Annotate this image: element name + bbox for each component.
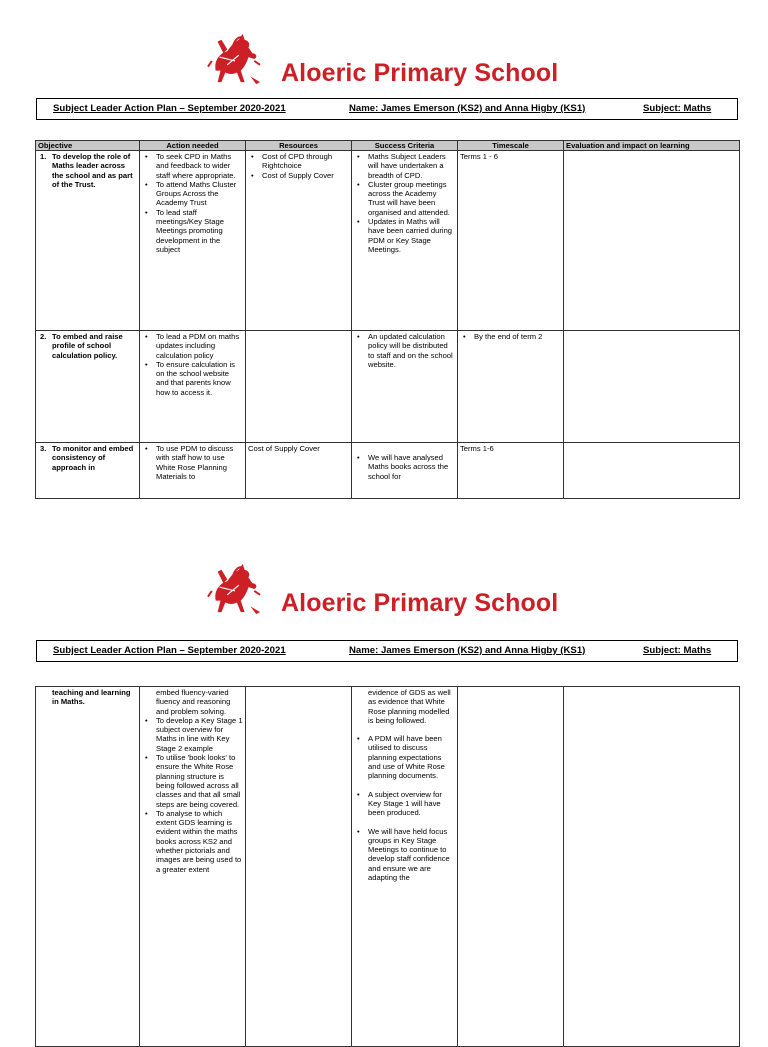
- horse-rider-logo-icon: [206, 562, 262, 616]
- header-evaluation: Evaluation and impact on learning: [564, 141, 740, 151]
- action-plan-table: [35, 140, 740, 499]
- table-row: [36, 443, 740, 499]
- evaluation-cell: [564, 687, 740, 1047]
- list-item: • We will have held focus groups in Key Stage Meetings to continue to develop staff confidence and ensure we are adapting the: [368, 827, 455, 883]
- header-resources: Resources: [246, 141, 352, 151]
- table-row: [36, 151, 740, 331]
- school-header: [0, 562, 768, 622]
- list-item-continuation: evidence of GDS as well as evidence that White Rose planning modelled is being followed.: [368, 688, 451, 725]
- list-item: • Cost of CPD through Rightchoice: [262, 152, 349, 171]
- header-action-needed: Action needed: [140, 141, 246, 151]
- header-objective: Objective: [36, 141, 140, 151]
- school-name: Aloeric Primary School: [281, 589, 559, 617]
- list-item: • To lead a PDM on maths updates including calculation policy: [156, 332, 243, 360]
- plan-info-bar: [36, 98, 738, 120]
- evaluation-cell: [564, 151, 740, 331]
- evaluation-cell: [564, 331, 740, 443]
- school-header: [0, 32, 768, 92]
- success-criteria-cell: [352, 331, 458, 443]
- success-criteria-cell: [352, 687, 458, 1047]
- list-item: • To seek CPD in Maths and feedback to wider staff where appropriate.: [156, 152, 243, 180]
- timescale-cell: Terms 1 - 6: [458, 151, 564, 331]
- list-item: • A PDM will have been utilised to discuss planning expectations and use of White Rose planning documents.: [368, 734, 455, 780]
- objective-cell: 3. To monitor and embed consistency of approach in: [36, 443, 140, 499]
- list-item: • Maths Subject Leaders will have undertaken a breadth of CPD.: [368, 152, 455, 180]
- success-criteria-cell: [352, 443, 458, 499]
- list-item: • By the end of term 2: [474, 332, 561, 341]
- plan-title: Subject Leader Action Plan – September 2020-2021: [53, 103, 286, 114]
- action-cell: [140, 443, 246, 499]
- header-timescale: Timescale: [458, 141, 564, 151]
- timescale-cell: [458, 687, 564, 1047]
- plan-title: Subject Leader Action Plan – September 2020-2021: [53, 645, 286, 656]
- success-criteria-cell: [352, 151, 458, 331]
- evaluation-cell: [564, 443, 740, 499]
- list-item: • We will have analysed Maths books across the school for: [368, 453, 455, 481]
- list-item: • To ensure calculation is on the school website and that parents know how to access it.: [156, 360, 243, 397]
- timescale-cell: Terms 1-6: [458, 443, 564, 499]
- school-name: Aloeric Primary School: [281, 59, 559, 87]
- horse-rider-logo-icon: [206, 32, 262, 86]
- list-item: • Cost of Supply Cover: [262, 171, 349, 180]
- plan-leader-names: Name: James Emerson (KS2) and Anna Higby (KS1): [349, 103, 586, 114]
- list-item: • Updates in Maths will have been carried during PDM or Key Stage Meetings.: [368, 217, 455, 254]
- resources-cell: [246, 687, 352, 1047]
- list-item: • Cluster group meetings across the Academy Trust will have been organised and attended.: [368, 180, 455, 217]
- action-cell: [140, 687, 246, 1047]
- resources-cell: Cost of Supply Cover: [246, 443, 352, 499]
- action-plan-table-continued: [35, 686, 740, 1047]
- plan-info-bar: [36, 640, 738, 662]
- objective-text: To develop the role of Maths leader across the school and as part of the Trust.: [52, 152, 133, 189]
- plan-subject: Subject: Maths: [643, 103, 712, 114]
- list-item: • An updated calculation policy will be distributed to staff and on the school website.: [368, 332, 455, 369]
- list-item: • To use PDM to discuss with staff how to use White Rose Planning Materials to: [156, 444, 243, 481]
- list-item: • To lead staff meetings/Key Stage Meetings promoting development in the subject: [156, 208, 243, 254]
- resources-cell: [246, 331, 352, 443]
- table-header-row: [36, 141, 740, 151]
- list-item: • To attend Maths Cluster Groups Across the Academy Trust: [156, 180, 243, 208]
- header-success-criteria: Success Criteria: [352, 141, 458, 151]
- table-row: [36, 687, 740, 1047]
- objective-cell: 1. To develop the role of Maths leader across the school and as part of the Trust.: [36, 151, 140, 331]
- objective-text: To monitor and embed consistency of approach in: [52, 444, 134, 472]
- timescale-cell: [458, 331, 564, 443]
- action-cell: [140, 331, 246, 443]
- list-item: • To analyse to which extent GDS learning is evident within the maths books across KS2 and whether pictorials and images are being used to a greater extent: [156, 809, 243, 874]
- objective-cell: teaching and learning in Maths.: [36, 687, 140, 1047]
- objective-text: To embed and raise profile of school calculation policy.: [52, 332, 123, 360]
- plan-subject: Subject: Maths: [643, 645, 712, 656]
- document-page-2: [0, 530, 768, 1024]
- list-item-continuation: embed fluency-varied fluency and reasoning and problem solving.: [156, 688, 231, 716]
- objective-cell: 2. To embed and raise profile of school calculation policy.: [36, 331, 140, 443]
- table-row: [36, 331, 740, 443]
- list-item: • A subject overview for Key Stage 1 will have been produced.: [368, 790, 455, 818]
- action-cell: [140, 151, 246, 331]
- resources-cell: [246, 151, 352, 331]
- list-item: • To develop a Key Stage 1 subject overview for Maths in line with Key Stage 2 example: [156, 716, 243, 753]
- plan-leader-names: Name: James Emerson (KS2) and Anna Higby (KS1): [349, 645, 586, 656]
- list-item: • To utilise 'book looks' to ensure the White Rose planning structure is being followed across all classes and that all small steps are being covered.: [156, 753, 243, 809]
